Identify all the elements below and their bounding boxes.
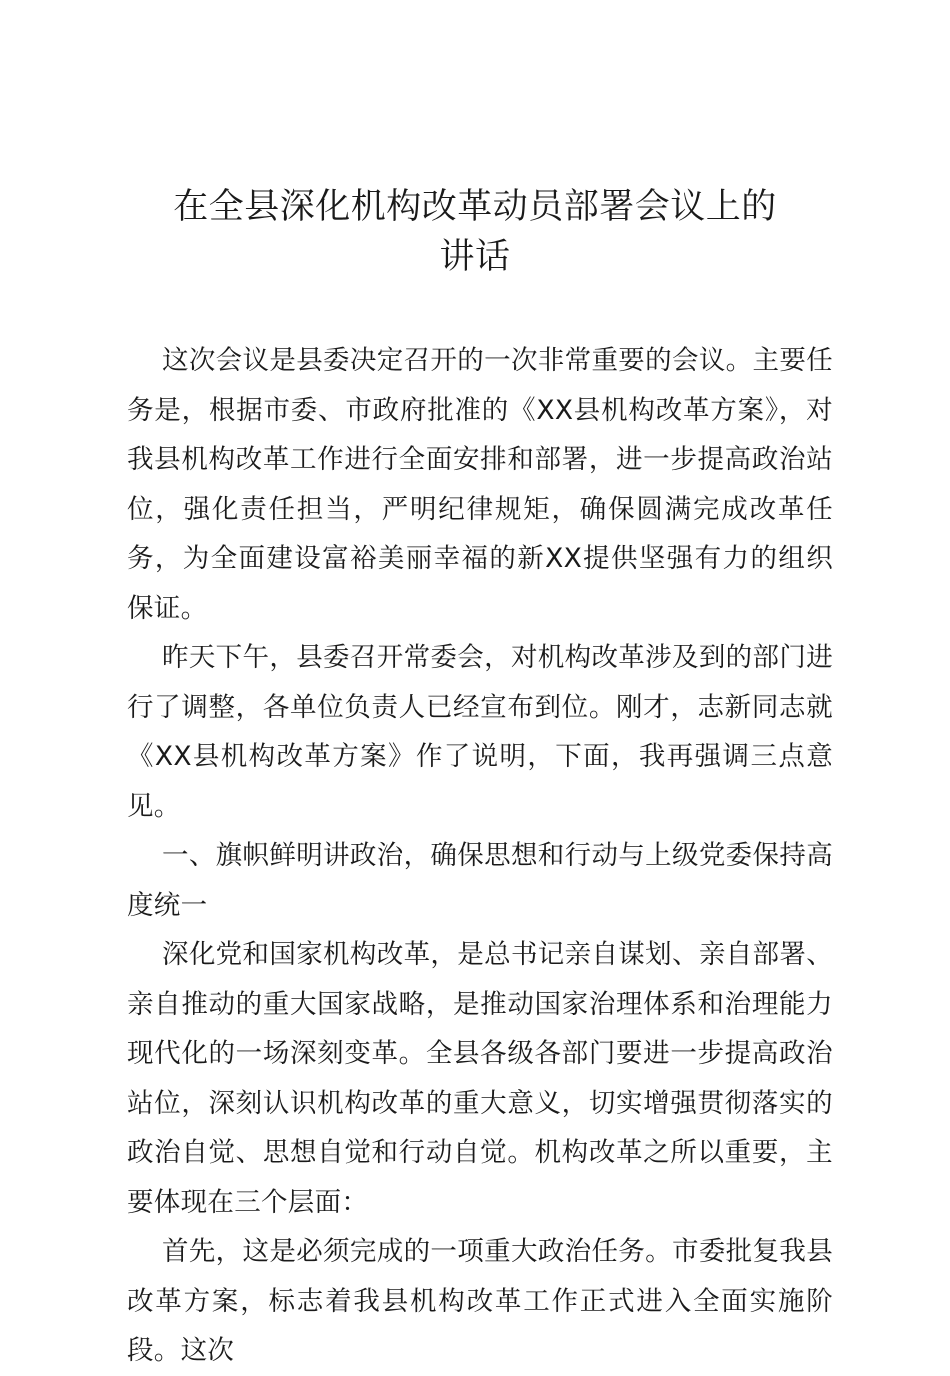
document-title-line-2: 讲话 [439,237,511,277]
document-title-line-1: 在全县深化机构改革动员部署会议上的 [173,187,777,227]
paragraph-committee-meeting: 昨天下午，县委召开常委会，对机构改革涉及到的部门进行了调整，各单位负责人已经宣布到位。刚才，志新同志就《XX县机构改革方案》作了说明，下面，我再强调三点意见。 [127,642,833,822]
paragraph-meeting-purpose: 这次会议是县委决定召开的一次非常重要的会议。主要任务是，根据市委、市政府批准的《XX县机构改革方案》，对我县机构改革工作进行全面安排和部署，进一步提高政治站位，强化责任担当，严明纪律规矩，确保圆满完成改革任务，为全面建设富裕美丽幸福的新XX提供坚强有力的组织保证。 [127,345,833,624]
document-body [127,336,833,1376]
paragraph-reform-significance: 深化党和国家机构改革，是总书记亲自谋划、亲自部署、亲自推动的重大国家战略，是推动国家治理体系和治理能力现代化的一场深刻变革。全县各级各部门要进一步提高政治站位，深刻认识机构改革的重大意义，切实增强贯彻落实的政治自觉、思想自觉和行动自觉。机构改革之所以重要，主要体现在三个层面： [127,939,833,1218]
section-heading-one: 一、旗帜鲜明讲政治，确保思想和行动与上级党委保持高度统一 [127,840,833,921]
paragraph-first-point: 首先，这是必须完成的一项重大政治任务。市委批复我县改革方案，标志着我县机构改革工作正式进入全面实施阶段。这次 [127,1236,833,1366]
